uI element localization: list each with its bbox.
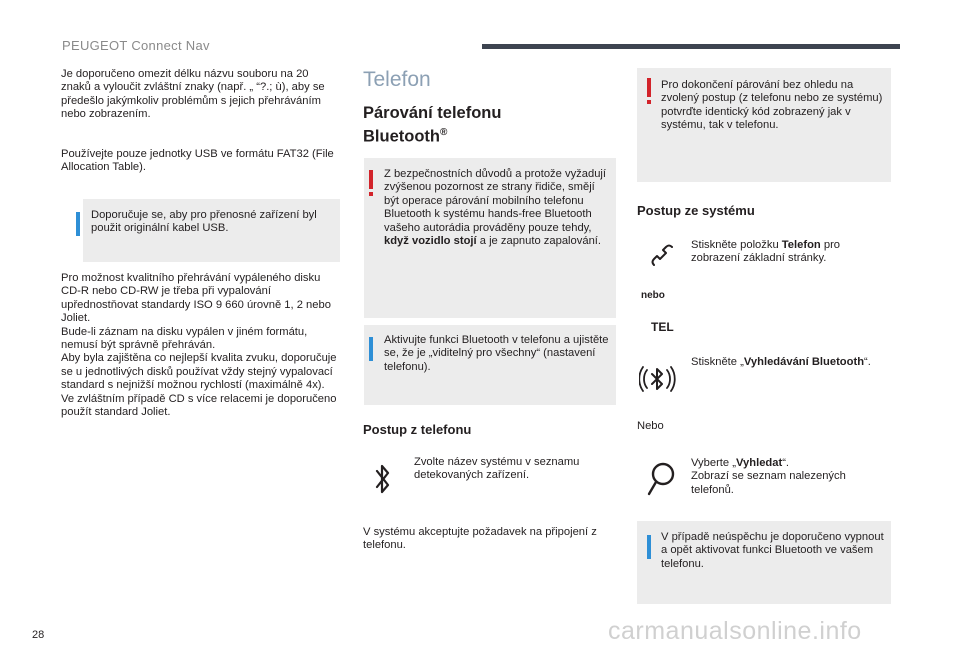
page-number: 28 [32, 629, 45, 641]
section-title: Telefon [363, 68, 431, 91]
info-box-usb-cable [83, 199, 340, 262]
step-text-d: Zobrazí se seznam nalezených telefonů. [691, 470, 846, 496]
watermark: carmanualsonline.info [608, 617, 862, 645]
or-label: nebo [641, 290, 665, 301]
step-press-bluetooth-search [691, 356, 891, 369]
cd-burning-paragraph: Pro možnost kvalitního přehrávání vypáleného disku CD-R nebo CD-RW je třeba při vypalování upřednostňovat standardy ISO 9 660 úrovně 1, 2 nebo Joliet. Bude-li záznam na disku vypálen v jiném formátu, nemusí být správně přehráván. Aby byla zajištěna co nejlepší kvalita zvuku, doporučuje se u jednotlivých disků používat vždy stejný vypalovací standard s nejnižší možnou rychlostí (maximálně 4x). Ve zvláštním případě CD s více relacemi je doporučeno použít standard Joliet. [61, 272, 337, 419]
warning-text: Pro dokončení párování bez ohledu na zvolený postup (z telefonu nebo ze systému) potvrďte identický kód zobrazený jak v systému, tak v telefonu. [661, 79, 883, 132]
warning-box-pairing-code [637, 68, 891, 182]
step-text-bold: Telefon [781, 239, 821, 251]
step-text-c: pro zobrazení základní stránky. [691, 239, 841, 265]
info-text: V případě neúspěchu je doporučeno vypnout a opět aktivovat funkci Bluetooth ve vašem telefonu. [661, 531, 884, 570]
page-heading [363, 104, 501, 147]
warning-icon [647, 78, 651, 97]
step-press-telefon [691, 239, 891, 266]
info-text: Aktivujte funkci Bluetooth v telefonu a ujistěte se, že je „viditelný pro všechny“ (nastavení telefonu). [384, 334, 609, 373]
step-text-a: Stiskněte položku [691, 239, 782, 251]
header-bar [482, 44, 900, 49]
info-icon [76, 212, 80, 236]
usb-filename-paragraph: Je doporučeno omezit délku názvu souboru na 20 znaků a vyloučit zvláštní znaky (např. „ “?.; ù), aby se předešlo jakýmkoliv problémům s jejich přehráváním nebo zobrazením. [61, 68, 325, 121]
running-header: PEUGEOT Connect Nav [62, 38, 210, 53]
bluetooth-search-icon [639, 360, 677, 398]
info-icon [647, 535, 651, 559]
info-icon [369, 337, 373, 361]
bluetooth-icon [373, 462, 393, 496]
step-text-c: “. [864, 356, 871, 368]
heading-line-2: Bluetooth [363, 127, 440, 146]
step-text-a: Stiskněte „ [691, 356, 744, 368]
warning-box-safety [364, 158, 616, 318]
info-box-bluetooth [364, 325, 616, 405]
subheading-from-phone: Postup z telefonu [363, 422, 472, 437]
step-select-search [691, 457, 891, 497]
step-text-c: “. [782, 457, 790, 469]
info-box-retry [637, 521, 891, 604]
warning-text-c: a je zapnuto zapalování. [476, 235, 602, 248]
warning-text-a: Z bezpečnostních důvodů a protože vyžadují zvýšenou pozornost ze strany řidiče, smějí být operace párování mobilního telefonu Bluetooth k systému hands-free Bluetooth vašeho autorádia prováděny pouze tehdy, [384, 168, 607, 234]
warning-icon [369, 170, 373, 189]
step-text-bold: Vyhledat [735, 457, 783, 469]
warning-icon-dot [369, 192, 373, 196]
warning-text [384, 168, 612, 248]
step-text-a: Vyberte „ [691, 457, 736, 469]
or-paragraph: Nebo [637, 420, 664, 432]
phone-icon [648, 241, 678, 271]
warning-icon-dot [647, 100, 651, 104]
step-text-bold: Vyhledávání Bluetooth [743, 356, 865, 368]
accept-connection-paragraph: V systému akceptujte požadavek na připojení z telefonu. [363, 526, 597, 552]
subheading-from-system: Postup ze systému [637, 203, 755, 218]
usb-format-paragraph: Používejte pouze jednotky USB ve formátu FAT32 (File Allocation Table). [61, 148, 334, 174]
info-text: Doporučuje se, aby pro přenosné zařízení byl použit originální kabel USB. [91, 209, 317, 235]
search-icon [645, 461, 677, 499]
registered-mark: ® [439, 127, 448, 138]
warning-text-bold: když vozidlo stojí [384, 235, 477, 248]
step-select-system-name: Zvolte název systému v seznamu detekovaných zařízení. [414, 456, 580, 482]
heading-line-1: Párování telefonu [363, 104, 502, 122]
tel-button-label: TEL [651, 320, 674, 334]
